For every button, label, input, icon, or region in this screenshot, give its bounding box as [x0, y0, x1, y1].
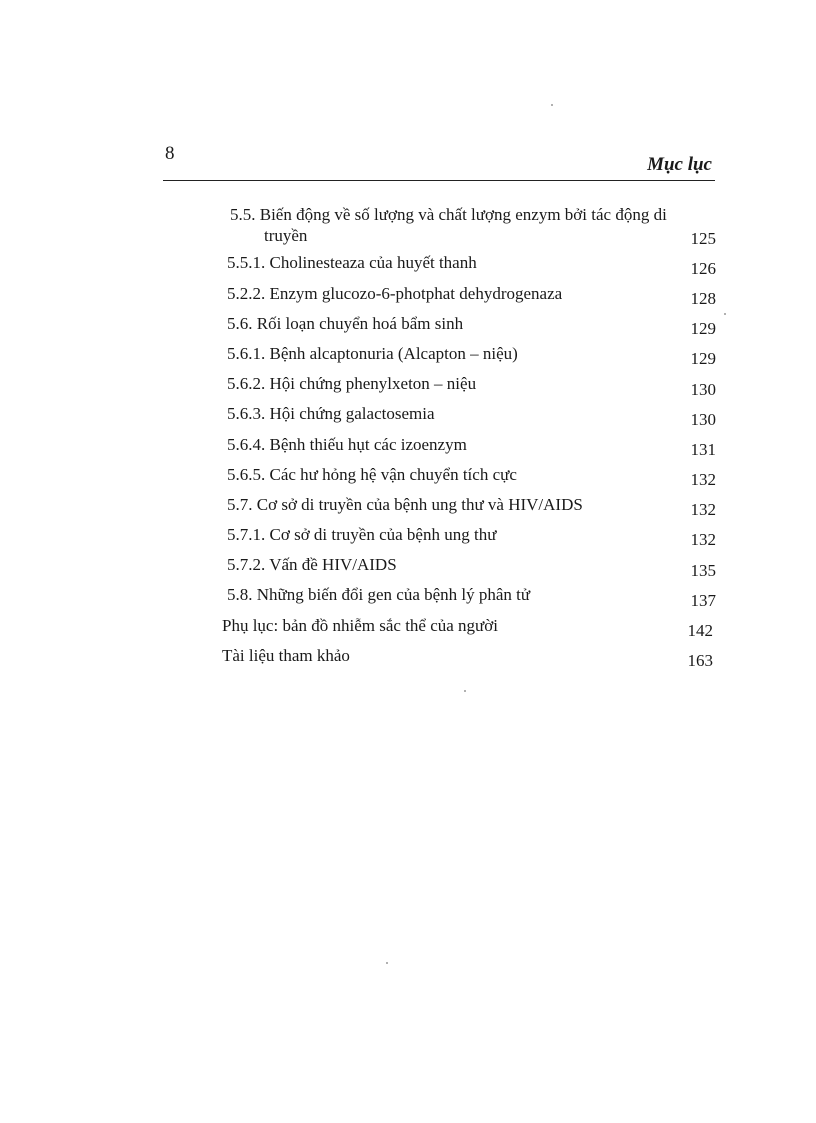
toc-entry-title: 5.7.1. Cơ sở di truyền của bệnh ung thư: [227, 525, 497, 544]
toc-entry-page: 132: [690, 500, 716, 519]
toc-entry-title: Phụ lục: bản đồ nhiễm sắc thể của người: [222, 616, 498, 635]
toc-entry-title: 5.5.1. Cholinesteaza của huyết thanh: [227, 253, 477, 272]
toc-entry-page: 125: [690, 229, 716, 248]
toc-entry-title: 5.6.3. Hội chứng galactosemia: [227, 404, 435, 423]
toc-entry-page: 129: [690, 349, 716, 368]
toc-entry-title: Tài liệu tham khảo: [222, 646, 350, 665]
toc-entry-title: 5.7.2. Vấn đề HIV/AIDS: [227, 555, 397, 574]
toc-entry-page: 128: [690, 289, 716, 308]
scan-speck: [724, 313, 726, 315]
toc-entry-page: 130: [690, 380, 716, 399]
toc-entry-title: 5.6.4. Bệnh thiếu hụt các izoenzym: [227, 435, 467, 454]
scan-speck: [464, 690, 466, 692]
page-number: 8: [165, 143, 175, 164]
toc-entry-title: 5.6.1. Bệnh alcaptonuria (Alcapton – niệu): [227, 344, 518, 363]
toc-entry-page: 135: [690, 561, 716, 580]
toc-entry-page: 142: [687, 621, 713, 640]
running-title: Mục lục: [647, 154, 712, 175]
toc-entry-title: 5.7. Cơ sở di truyền của bệnh ung thư và HIV/AIDS: [227, 495, 583, 514]
toc-entry-page: 137: [690, 591, 716, 610]
toc-entry-page: 132: [690, 470, 716, 489]
toc-entry-page: 163: [687, 651, 713, 670]
toc-entry-page: 126: [690, 259, 716, 278]
toc-entry-title: 5.5. Biến động về số lượng và chất lượng enzym bởi tác động di truyền: [230, 205, 667, 245]
toc-entry-title: 5.6.5. Các hư hỏng hệ vận chuyển tích cực: [227, 465, 517, 484]
toc-entry-title: 5.6.2. Hội chứng phenylxeton – niệu: [227, 374, 477, 393]
toc-entry-page: 129: [690, 319, 716, 338]
toc-entry-page: 130: [690, 410, 716, 429]
scan-speck: [386, 962, 388, 964]
toc-entry-page: 131: [690, 440, 716, 459]
toc-entry-title: 5.8. Những biến đổi gen của bệnh lý phân tử: [227, 585, 531, 604]
scan-speck: [551, 104, 553, 106]
toc-entry-title: 5.6. Rối loạn chuyển hoá bẩm sinh: [227, 314, 464, 333]
toc-entry-page: 132: [690, 530, 716, 549]
toc-entry-title: 5.2.2. Enzym glucozo-6-photphat dehydrogenaza: [227, 284, 563, 303]
